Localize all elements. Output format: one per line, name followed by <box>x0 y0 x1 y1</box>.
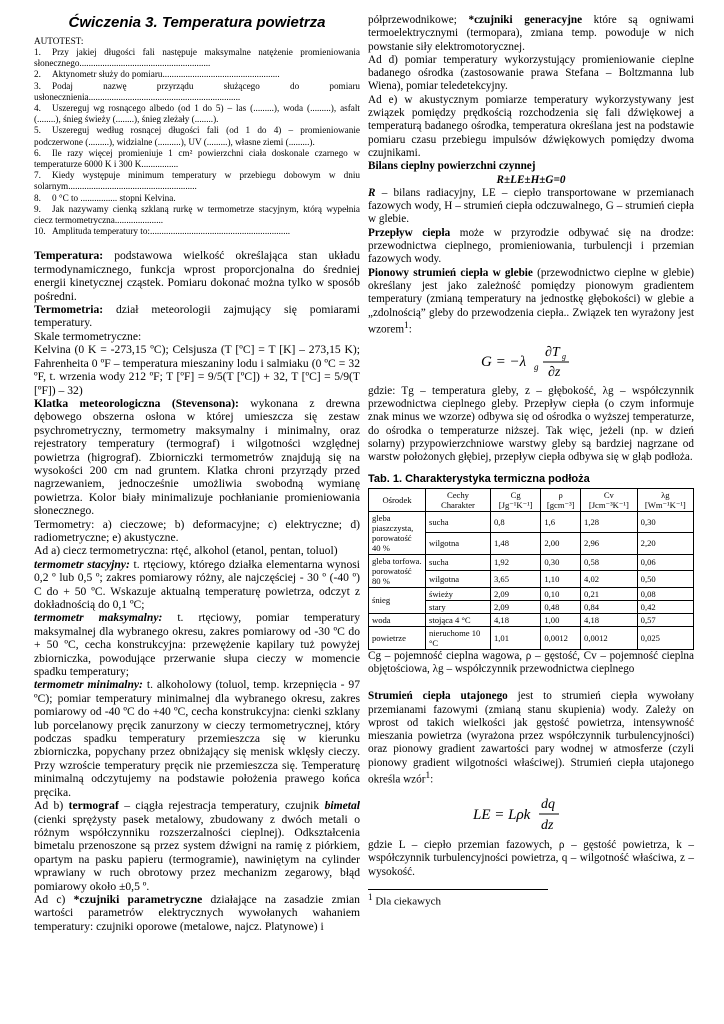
klatka-term: Klatka meteorologiczna (Stevensona): <box>34 396 239 410</box>
autotest-item-number: 5. <box>34 125 41 136</box>
minimalny-paragraph <box>34 678 360 799</box>
maksymalny-term: termometr maksymalny: <box>34 611 163 625</box>
table-cell: 4,18 <box>490 613 540 626</box>
footnote-separator <box>368 889 548 890</box>
przeplyw-term: Przepływ ciepła <box>368 226 451 239</box>
autotest-item-text: Aktynometr służy do pomiaru................................................... <box>52 69 280 80</box>
autotest-item-number: 9. <box>34 203 41 214</box>
bilans-text-paragraph: R – bilans radiacyjny, LE – ciepło transportowane w przemianach fazowych wody, H – strumień ciepła odczuwalnego, G – strumień ciepła w glebie. <box>368 186 694 226</box>
gdzie2-paragraph: gdzie L – ciepło przemian fazowych, ρ – gęstość powietrza, k – współczynnik turbulencyjności powietrza, q – wilgotność właściwa, z – wysokość. <box>368 839 694 878</box>
table-cell: 3,65 <box>490 571 540 588</box>
termograf-term: termograf <box>68 799 119 813</box>
table-cell: stojąca 4 °C <box>426 613 491 626</box>
bimetal-term: bimetal <box>324 799 361 813</box>
skale-text: Kelvina (0 K = -273,15 ºC); Celsjusza (T [ºC] = T [K] – 273,15 K); Fahrenheita 0 ºF – temperatura mieszaniny lodu i salmiaku (0 ºC = 32 ºF, t. wrzenia wody 212 ºF; T [ºF] = 9/5(T [ºC]) + 32, T [ºC] = 5/9(T [ºF]) – 32) <box>34 343 360 397</box>
autotest-item-text: Kiedy występuje minimum temperatury w przebiegu dobowym w dniu solarnym........................................................ <box>34 170 360 192</box>
autotest-item-text: Ile razy więcej promieniuje 1 cm² powierzchni ciała doskonale czarnego w temperaturze 6000 K i 300 K................ <box>34 147 360 170</box>
ad-c-prefix: Ad c) <box>34 892 74 906</box>
formula-latent-heat-svg <box>461 791 601 835</box>
table-title: Tab. 1. Charakterystyka termiczna podłoża <box>368 472 590 485</box>
table-row <box>369 587 694 600</box>
autotest-item-text: Uszereguj wg rosnącego albedo (od 1 do 5) – las (.........), woda (.........), asfalt (........), śnieg świeży (........), śnieg zleżały (........). <box>34 103 360 125</box>
p1-prefix: półprzewodnikowe; <box>368 14 469 26</box>
table-cell: nieruchome 10 °C <box>426 626 491 649</box>
termometry-text: Termometry: a) cieczowe; b) deformacyjne; c) elektryczne; d) radiometryczne; e) akustyczne. <box>34 517 360 544</box>
table-header-cell: ρ [gcm⁻³] <box>541 488 581 511</box>
autotest-item-text: Amplituda temperatury to:............................................................. <box>52 226 291 237</box>
table-cell: sucha <box>426 554 491 571</box>
generacyjne-paragraph <box>368 14 694 54</box>
ad-b-prefix: Ad b) <box>34 799 69 813</box>
termometria-term: Termometria: <box>34 303 104 317</box>
table-cell: 0,50 <box>637 571 693 588</box>
table-cell: 0,10 <box>541 587 581 600</box>
bilans-text: – bilans radiacyjny, LE – ciepło transportowane w przemianach fazowych wody, H – strumień ciepła odczuwalnego, G – strumień ciepła w glebie. <box>368 186 694 226</box>
autotest-item-text: Przy jakiej długości fali następuje maksymalne natężenie promieniowania słonecznego......................................................... <box>34 47 360 69</box>
table-header-row <box>369 488 694 511</box>
table-header-cell: Cv [Jcm⁻³K⁻¹] <box>581 488 638 511</box>
stacyjny-paragraph <box>34 558 360 612</box>
bilans-heading: Bilans cieplny powierzchni czynnej <box>368 160 536 173</box>
page-title: Ćwiczenia 3. Temperatura powietrza <box>68 14 326 31</box>
svg-text:LE = Lρk: LE = Lρk <box>473 807 531 824</box>
table-cell: 0,8 <box>490 511 540 533</box>
footnote-ref-2: 1 <box>425 771 431 782</box>
termometria-text: dział meteorologii zajmujący się pomiarami temperatury. <box>34 303 360 330</box>
table-cell: śnieg <box>369 587 426 613</box>
autotest-item-number: 3. <box>34 80 41 91</box>
table-cell: 0,06 <box>637 554 693 571</box>
table-cell: 0,42 <box>637 600 693 613</box>
termometria-paragraph <box>34 303 360 330</box>
ad-b-paragraph <box>34 799 360 893</box>
formula-heat-flux-svg <box>471 341 591 381</box>
table-cell: 4,18 <box>581 613 638 626</box>
table-cell: wilgotna <box>426 533 491 555</box>
stacyjny-term: termometr stacyjny: <box>34 557 130 571</box>
autotest-item <box>34 193 360 204</box>
autotest-item-number: 4. <box>34 103 41 114</box>
minimalny-term: termometr minimalny: <box>34 678 143 692</box>
table-cell: 2,96 <box>581 533 638 555</box>
table-row <box>369 613 694 626</box>
svg-text:g: g <box>534 361 539 372</box>
pionowy-paragraph: Pionowy strumień ciepła w glebie (przewodnictwo cieplne w glebie) określany jest jako zależność pomiędzy pionowym gradientem temperatury (zmianą temperatury na jednostkę głębokości) w glebie a „zdolnością” gleby do przewodzenia ciepła.. Związek ten wyrażony jest wzorem$^1$: <box>368 266 694 336</box>
pionowy-term: Pionowy strumień ciepła w glebie <box>368 266 533 279</box>
right-column <box>368 14 694 908</box>
table-cell: 2,20 <box>637 533 693 555</box>
footnote-number: 1 <box>368 891 373 902</box>
maksymalny-paragraph <box>34 611 360 678</box>
table-cell: 0,30 <box>637 511 693 533</box>
footnote-text: Dla ciekawych <box>375 895 441 908</box>
ad-a-text: Ad a) ciecz termometryczna: rtęć, alkohol (etanol, pentan, toluol) <box>34 544 338 558</box>
table-cell: 0,0012 <box>581 626 638 649</box>
svg-text:∂z: ∂z <box>548 364 561 380</box>
table-cell: 1,01 <box>490 626 540 649</box>
autotest-item <box>34 125 360 147</box>
utajony-term: Strumień ciepła utajonego <box>368 690 508 703</box>
table-cell: gleba piaszczysta, porowatość 40 % <box>369 511 426 554</box>
table-cell: 0,84 <box>581 600 638 613</box>
table-cell: powietrze <box>369 626 426 649</box>
autotest-item-number: 10. <box>34 226 46 237</box>
przeplyw-paragraph <box>368 227 694 267</box>
formula-latent-heat <box>368 791 694 835</box>
maksymalny-text: t. rtęciowy, pomiar temperatury maksymalnej dla wybranego okresu, zakres pomiarowy od -30 ºC do + 50 ºC, cecha konstrukcyjna: przewężenie kapilary tuż powyżej zbiorniczka, powodujące przerwanie słupa cieczy w momencie spadku temperatury; <box>34 611 360 679</box>
table-cell: 2,09 <box>490 587 540 600</box>
autotest-item <box>34 47 360 69</box>
table-cell: wilgotna <box>426 571 491 588</box>
table-cell: stary <box>426 600 491 613</box>
klatka-paragraph <box>34 397 360 518</box>
table-row <box>369 554 694 571</box>
table-cell: 0,08 <box>637 587 693 600</box>
left-column <box>34 14 360 933</box>
table-cell: 1,10 <box>541 571 581 588</box>
ad-e-paragraph: Ad e) w akustycznym pomiarze temperatury wykorzystywany jest związek pomiędzy prędkością rozchodzenia się fali dźwiękowej a temperaturą badanego ośrodka, temperatura określana jest na podstawie pomiaru czasu przebiegu impulsów dźwiękowych pomiędzy dwoma czujnikami. <box>368 93 694 159</box>
autotest-item <box>34 226 360 237</box>
table-legend: Cg – pojemność cieplna wagowa, ρ – gęstość, Cv – pojemność cieplna objętościowa, λg – współczynnik przewodnictwa cieplnego <box>368 649 694 675</box>
utajony-text: jest to strumień ciepła wywołany przemianami fazowymi (zmianą stanu skupienia) wody. Zależy on wprost od takich wielkości jak gęstość powietrza, intensywność mieszania powietrza (wyrażona przez współczynnik turbulencyjności) oraz pionowy gradient zawartości pary wodnej w atmosferze (czyli pionowy gradient wilgotności właściwej). Strumień ciepła utajonego określa wzór <box>368 690 694 786</box>
autotest-item-text: Uszereguj według rosnącej długości fali (od 1 do 4) – promieniowanie podczerwone (.........), widzialne (..........), UV (.........), własne ziemi (.........). <box>34 125 360 147</box>
table-cell: 1,6 <box>541 511 581 533</box>
autotest-list <box>34 47 360 237</box>
svg-text:g: g <box>562 351 566 361</box>
ad-b-text-2: (cienki sprężysty pasek metalowy, zbudowany z dwóch metali o różnym współczynniku rozszerzalności cieplnej). Odkształcenia bimetalu przenoszone są przez system dźwigni na ramię z piórkiem, opartym na pasku papieru (termogramie), nawiniętym na cylinder wprawiany w ruch obrotowy przez mechanizm zegarowy, błąd pomiarowy około ±0,5 º. <box>34 812 360 893</box>
temperatura-term: Temperatura: <box>34 249 104 263</box>
autotest-item-number: 6. <box>34 147 41 158</box>
autotest-heading: AUTOTEST: <box>34 36 84 46</box>
skale-heading: Skale termometryczne: <box>34 329 142 343</box>
thermal-table <box>368 488 694 650</box>
svg-text:G = −λ: G = −λ <box>481 353 527 370</box>
autotest-item-text: 0 °C to ................ stopni Kelvina. <box>52 192 176 203</box>
przeplyw-text: może w przyrodzie odbywać się na drodze: przewodnictwa cieplnego, promieniowania, turbulencji i przemian fazowych wody. <box>368 226 694 266</box>
utajony-paragraph: Strumień ciepła utajonego jest to strumień ciepła wywołany przemianami fazowymi (zmianą stanu skupienia) wody. Zależy on wprost od takich wielkości jak gęstość powietrza, intensywność mieszania powietrza (wyrażona przez współczynnik turbulencyjności) oraz pionowy gradient zawartości pary wodnej w atmosferze (czyli pionowy gradient wilgotności właściwej). Strumień ciepła utajonego określa wzór$^1$: <box>368 690 694 786</box>
autotest-item <box>34 148 360 170</box>
bilans-formula: R±LE±H±G=0 <box>496 173 566 186</box>
table-cell: 0,48 <box>541 600 581 613</box>
svg-text:∂T: ∂T <box>545 344 560 360</box>
table-cell: 0,57 <box>637 613 693 626</box>
ad-b-text-1: – ciągła rejestracja temperatury, czujnik <box>118 799 325 813</box>
table-cell: 0,21 <box>581 587 638 600</box>
table-row <box>369 511 694 533</box>
formula-heat-flux <box>368 341 694 381</box>
footnote-ref-1: 1 <box>404 320 409 331</box>
table-cell: sucha <box>426 511 491 533</box>
right-body-text-2 <box>368 650 694 879</box>
table-cell: 4,02 <box>581 571 638 588</box>
minimalny-text: t. alkoholowy (toluol, temp. krzepnięcia - 97 ºC); pomiar temperatury minimalnej dla wybranego okresu, zakres pomiarowy od -40 ºC do +40 ºC, cecha konstrukcyjna: cienki szklany lub porcelanowy pręcik zanurzony w cieczy termometrycznej, który podczas spadku temperatury przemieszcza się w kierunku zbiorniczka, popychany przez obniżający się menisk wklęsły cieczy. Przy wzroście temperatury pręcik nie przemieszcza się. Temperaturę minimalną odczytujemy na podstawie położenia prawego końca pręcika. <box>34 678 361 799</box>
table-cell: 1,00 <box>541 613 581 626</box>
table-cell: 1,48 <box>490 533 540 555</box>
czujniki-generacyjne-term: *czujniki generacyjne <box>468 14 583 26</box>
autotest-item <box>34 103 360 125</box>
ad-c-paragraph <box>34 893 360 933</box>
p1-text: które są ogniwami termoelektrycznymi (termopara), zmiana temp. powoduje w nich powstanie siły elektromotorycznej. <box>368 14 694 53</box>
autotest-item-number: 2. <box>34 69 41 80</box>
temperatura-text: podstawowa wielkość określająca stan układu termodynamicznego, funkcja wprost proporcjonalna do średniej energii kinetycznej cząstek. Pomiaru dokonać można tylko w sposób pośredni. <box>34 249 360 303</box>
autotest-item-number: 7. <box>34 170 41 181</box>
table-cell: 0,58 <box>581 554 638 571</box>
table-header-cell: λg [Wm⁻¹K⁻¹] <box>637 488 693 511</box>
table-header-cell: Cg [Jg⁻¹K⁻¹] <box>490 488 540 511</box>
table-cell: 2,09 <box>490 600 540 613</box>
table-header-cell: Cechy Charakter <box>426 488 491 511</box>
table-header-cell: Ośrodek <box>369 488 426 511</box>
footnote <box>368 892 694 908</box>
table-cell: 1,28 <box>581 511 638 533</box>
table-cell: woda <box>369 613 426 626</box>
autotest-item <box>34 204 360 226</box>
table-cell: 1,92 <box>490 554 540 571</box>
table-cell: gleba torfowa. porowatość 80 % <box>369 554 426 587</box>
autotest-item-text: Jak nazywamy cienką szklaną rurkę w termometrze stacyjnym, którą wypełnia ciecz termometryczna..................... <box>34 203 360 226</box>
pionowy-text: (przewodnictwo cieplne w glebie) określany jest jako zależność pomiędzy pionowym gradientem temperatury (zmianą temperatury na jednostkę głębokości) w glebie a „zdolnością” gleby do przewodzenia ciepła.. Związek ten wyrażony jest wzorem <box>368 266 694 336</box>
czujniki-parametryczne-term: *czujniki parametryczne <box>73 892 203 906</box>
table-row <box>369 626 694 649</box>
svg-text:dq: dq <box>541 797 555 813</box>
autotest-item-number: 1. <box>34 47 41 57</box>
autotest-item-text: Podaj nazwę przyrządu służącego do pomiaru usłonecznienia.................................................................. <box>34 80 360 102</box>
table-cell: 0,0012 <box>541 626 581 649</box>
right-body-text <box>368 14 694 465</box>
table-cell: 0,30 <box>541 554 581 571</box>
autotest-item <box>34 170 360 192</box>
gdzie1-paragraph: gdzie: Tg – temperatura gleby, z – głębokość, λg – współczynnik przewodnictwa cieplnego gleby. Przepływ ciepła (o czym informuje znak minus we wzorze) odbywa się od ośrodka o wyższej temperaturze, do ośrodka o temperaturze niższej. Tak więc, jeżeli (np. w dzień solarny) przypowierzchniowe warstwy gleby są bardziej nagrzane od warstw położonych głębiej, przepływ ciepła odbywa się w głąb podłoża. <box>368 384 694 464</box>
stacyjny-text: t. rtęciowy, którego działka elementarna wynosi 0,2 º lub 0,5 º; zakres pomiarowy różny, ale najczęściej - 30 º (-40 º) C do + 50 ºC. Wskazuje aktualną temperaturę powietrza, odczyt z dokładnością do 0,1 ºC; <box>34 557 360 612</box>
autotest-item-number: 8. <box>34 192 41 203</box>
autotest-item <box>34 69 360 80</box>
autotest-item <box>34 81 360 103</box>
klatka-text: wykonana z drewna dębowego obszerna osłona w której umieszcza się zestaw psychrometryczny, termometry maksymalny i minimalny, oraz rejestratory temperatury (termograf) i wilgotności względnej powietrza (higrograf). Zbiorniczki termometrów znajdują się na wysokości 200 cm nad gruntem. Klatka chroni przyrządy przed nagrzewaniem, jednocześnie umożliwia swobodną wymianę powietrza. Kolor biały minimalizuje pochłanianie promieniowania słonecznego. <box>34 396 360 518</box>
table-cell: 2,00 <box>541 533 581 555</box>
temperatura-paragraph <box>34 249 360 303</box>
ad-d-paragraph: Ad d) pomiar temperatury wykorzystujący promieniowanie cieplne badanego ośrodka (zastosowanie prawa Stefana – Boltzmanna lub Wiena), pomiar teledetekcyjny. <box>368 53 694 93</box>
table-cell: świeży <box>426 587 491 600</box>
svg-text:dz: dz <box>541 818 554 834</box>
left-body-text <box>34 249 360 933</box>
ad-c-text: działające na zasadzie zmian wartości parametrów elektrycznych wywołanych wahaniem temperatury: czujniki oporowe (metalowe, najcz. Platynowe) i <box>34 892 360 933</box>
table-cell: 0,025 <box>637 626 693 649</box>
